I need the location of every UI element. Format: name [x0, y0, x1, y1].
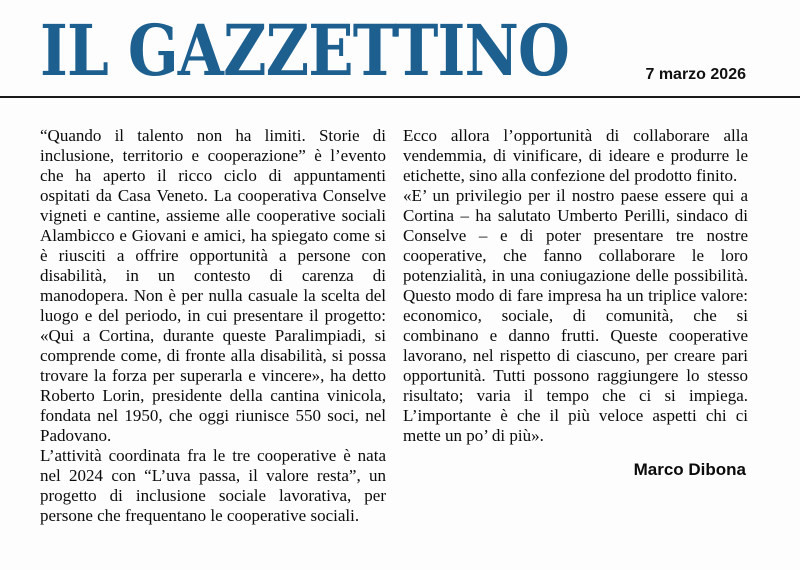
article-column-left	[40, 126, 386, 526]
article-column-right	[403, 126, 748, 526]
article-paragraph: Ecco allora l’opportunità di collaborare alla vendemmia, di vinificare, di ideare e produrre le etichette, sino alla confezione del prodotto finito.	[403, 126, 748, 185]
header-divider	[0, 96, 800, 98]
masthead-title: IL GAZZETTINO	[40, 9, 570, 92]
article-paragraph: L’attività coordinata fra le tre cooperative è nata nel 2024 con “L’uva passa, il valore resta”, un progetto di inclusione sociale lavorativa, per persone che frequentano le cooperative sociali.	[40, 446, 386, 525]
article-paragraph: «E’ un privilegio per il nostro paese essere qui a Cortina – ha salutato Umberto Perilli, sindaco di Conselve – e di poter presentare tre nostre cooperative, che fanno collaborare le loro potenzialità, in una coniugazione delle possibilità. Questo modo di fare impresa ha un triplice valore: economico, sociale, di comunità, che si combinano e danno frutti. Queste cooperative lavorano, nel rispetto di ciascuno, per creare pari opportunità. Tutti possono raggiungere lo stesso risultato; varia il tempo che ci si impiega. L’importante è che il più veloce aspetti chi ci mette un po’ di più».	[403, 186, 748, 445]
byline: Marco Dibona	[633, 460, 746, 479]
article-paragraph: “Quando il talento non ha limiti. Storie di inclusione, territorio e cooperazione” è l’evento che ha aperto il ricco ciclo di appuntamenti ospitati da Casa Veneto. La cooperativa Conselve vigneti e cantine, assieme alle cooperative sociali Alambicco e Giovani e amici, ha spiegato come si è riusciti a offrire opportunità a persone con disabilità, in un contesto di carenza di manodopera. Non è per nulla casuale la scelta del luogo e del periodo, in cui presentare il progetto: «Qui a Cortina, durante queste Paralimpiadi, si comprende come, di fronte alla disabilità, si possa trovare la forza per superarla e vincere», ha detto Roberto Lorin, presidente della cantina vinicola, fondata nel 1950, che oggi riunisce 550 soci, nel Padovano.	[40, 126, 386, 445]
article-body	[40, 126, 748, 526]
issue-date: 7 marzo 2026	[645, 66, 746, 83]
